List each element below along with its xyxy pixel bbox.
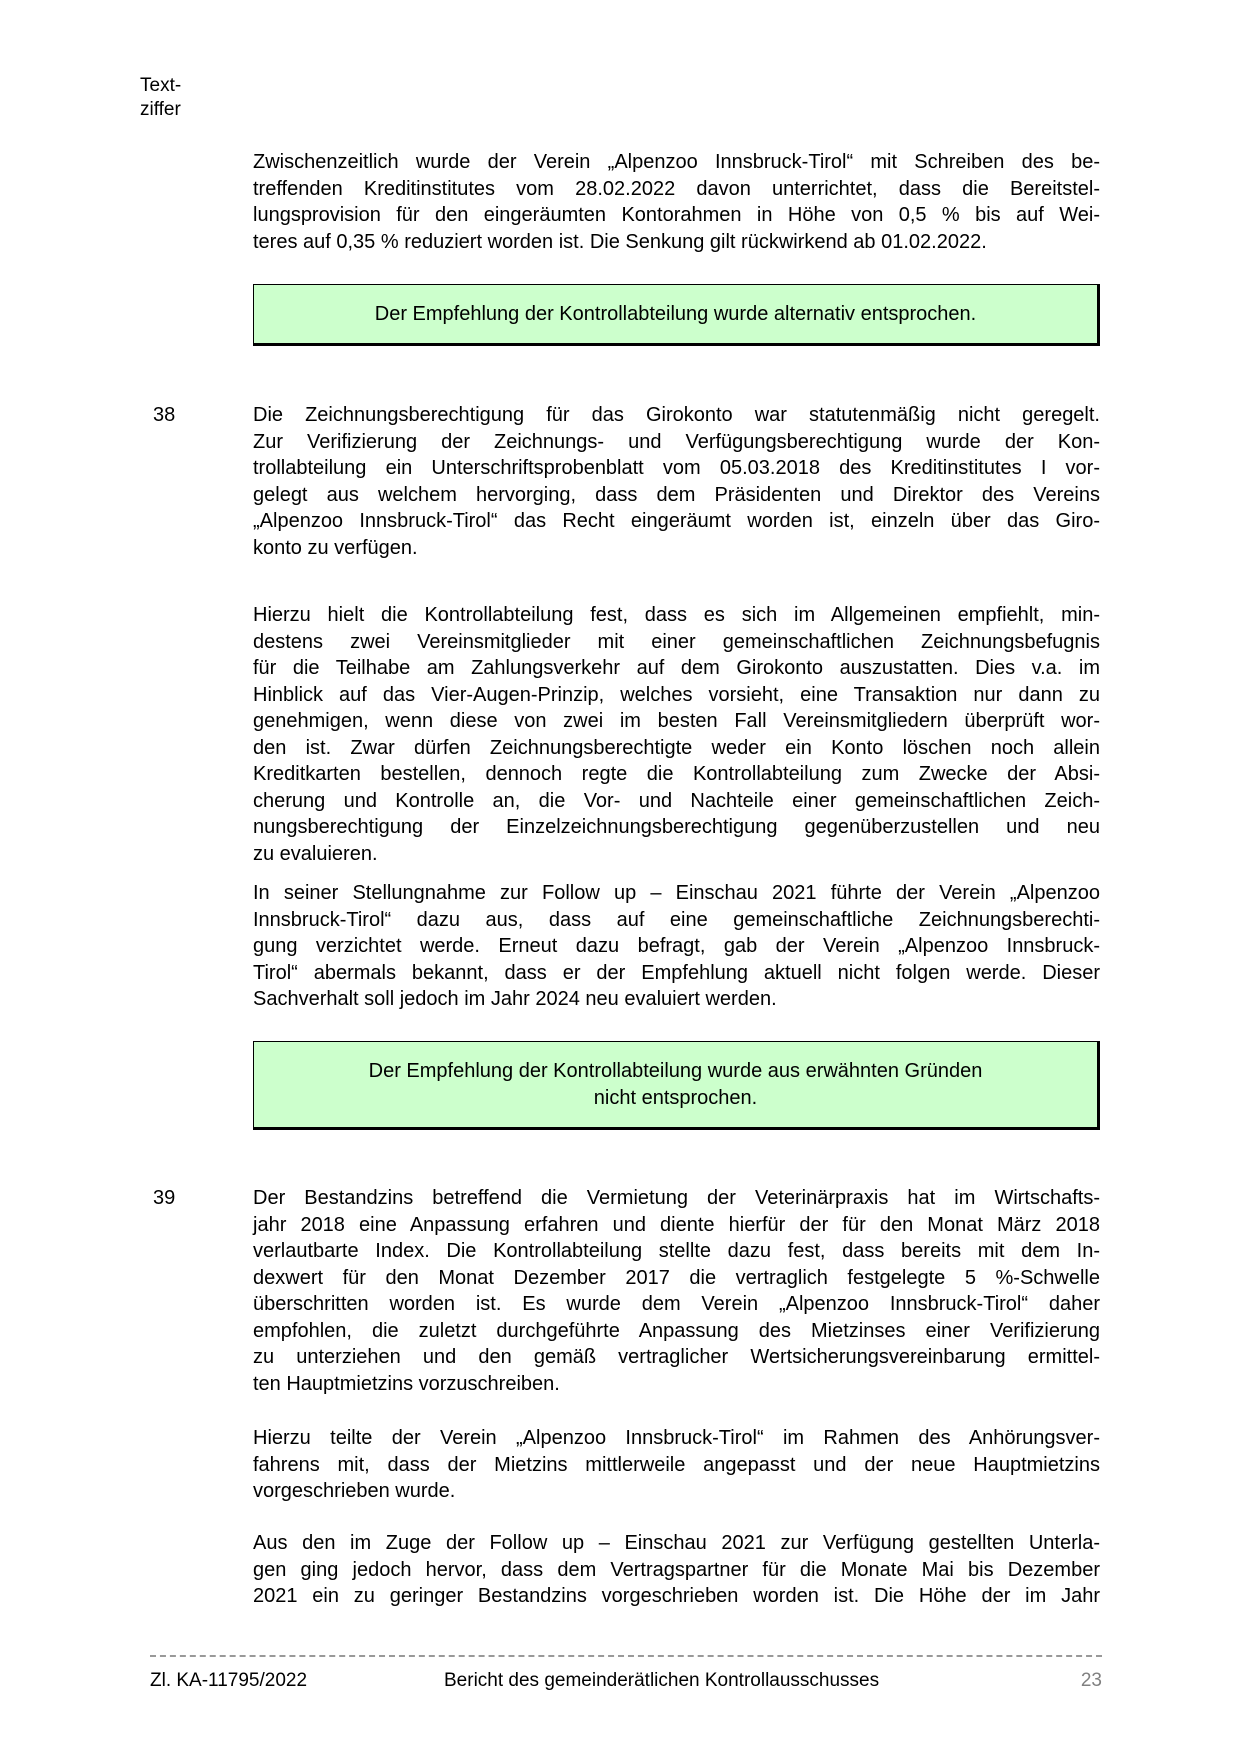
footer-divider	[150, 1655, 1102, 1657]
text-line: Zur Verifizierung der Zeichnungs- und Verfügungsberechtigung wurde der Kon-	[253, 430, 1100, 453]
text-line: den ist. Zwar dürfen Zeichnungsberechtigte weder ein Konto löschen noch allein	[253, 736, 1100, 759]
text-line: gung verzichtet werde. Erneut dazu befragt, gab der Verein „Alpenzoo Innsbruck-	[253, 935, 1100, 957]
text-line: Der Bestandzins betreffend die Vermietung der Veterinärpraxis hat im Wirtschafts-	[253, 1187, 1100, 1209]
text-line: fahrens mit, dass der Mietzins mittlerweile angepasst und der neue Hauptmietzins	[253, 1453, 1100, 1476]
recommendation-text: nicht entsprochen.	[593, 1086, 758, 1109]
text-line: lungsprovision für den eingeräumten Kontorahmen in Höhe von 0,5 % bis auf Wei-	[253, 204, 1100, 226]
text-line: destens zwei Vereinsmitglieder mit einer gemeinschaftlichen Zeichnungsbefugnis	[253, 630, 1100, 653]
recommendation-text: Der Empfehlung der Kontrollabteilung wurde alternativ entsprochen.	[374, 302, 977, 325]
page-number: 23	[1080, 1670, 1102, 1691]
text-line: Tirol“ abermals bekannt, dass er der Empfehlung aktuell nicht folgen werde. Dieser	[253, 961, 1100, 984]
text-line: Sachverhalt soll jedoch im Jahr 2024 neu evaluiert werden.	[253, 988, 777, 1010]
paragraph-39c	[253, 1530, 1100, 1610]
text-line: zu evaluieren.	[253, 842, 378, 865]
text-line: trollabteilung ein Unterschriftsprobenblatt vom 05.03.2018 des Kreditinstitutes I vor-	[253, 457, 1100, 479]
text-line: Hierzu hielt die Kontrollabteilung fest, dass es sich im Allgemeinen empfiehlt, min-	[253, 604, 1100, 626]
text-line: Innsbruck-Tirol“ dazu aus, dass auf eine gemeinschaftliche Zeichnungsberechti-	[253, 908, 1100, 931]
text-line: Hinblick auf das Vier-Augen-Prinzip, welches vorsieht, eine Transaktion nur dann zu	[253, 683, 1100, 706]
paragraph-intro	[253, 149, 1100, 255]
text-line: für die Teilhabe am Zahlungsverkehr auf dem Girokonto auszustatten. Dies v.a. im	[253, 657, 1100, 679]
margin-label-line: ziffer	[140, 99, 181, 120]
text-line: In seiner Stellungnahme zur Follow up – Einschau 2021 führte der Verein „Alpenzoo	[253, 882, 1100, 904]
text-line: jahr 2018 eine Anpassung erfahren und diente hierfür der für den Monat März 2018	[253, 1213, 1100, 1236]
text-line: gen ging jedoch hervor, dass dem Vertragspartner für die Monate Mai bis Dezember	[253, 1558, 1100, 1581]
text-line: vorgeschrieben wurde.	[253, 1480, 456, 1502]
margin-label-line: Text-	[140, 75, 182, 96]
paragraph-38a	[253, 402, 1100, 561]
text-line: ten Hauptmietzins vorzuschreiben.	[253, 1372, 560, 1395]
text-line: zu unterziehen und den gemäß vertraglicher Wertsicherungsvereinbarung ermittel-	[253, 1346, 1100, 1368]
paragraph-39b	[253, 1425, 1100, 1505]
text-line: cherung und Kontrolle an, die Vor- und Nachteile einer gemeinschaftlichen Zeich-	[253, 789, 1100, 812]
recommendation-box-1	[253, 284, 1100, 346]
recommendation-text: Der Empfehlung der Kontrollabteilung wurde aus erwähnten Gründen	[368, 1060, 983, 1082]
text-line: 2021 ein zu geringer Bestandzins vorgeschrieben worden ist. Die Höhe der im Jahr	[253, 1585, 1100, 1607]
text-line: konto zu verfügen.	[253, 536, 418, 559]
text-number-39: 39	[153, 1187, 176, 1209]
text-line: empfohlen, die zuletzt durchgeführte Anpassung des Mietzinses einer Verifizierung	[253, 1319, 1100, 1342]
footer-reference: Zl. KA-11795/2022	[150, 1670, 308, 1691]
paragraph-38b	[253, 602, 1100, 867]
paragraph-39a	[253, 1185, 1100, 1397]
footer-title: Bericht des gemeinderätlichen Kontrollausschusses	[444, 1670, 880, 1691]
text-line: Zwischenzeitlich wurde der Verein „Alpenzoo Innsbruck-Tirol“ mit Schreiben des be-	[253, 151, 1100, 173]
text-line: Aus den im Zuge der Follow up – Einschau 2021 zur Verfügung gestellten Unterla-	[253, 1532, 1100, 1554]
text-line: gelegt aus welchem hervorging, dass dem Präsidenten und Direktor des Vereins	[253, 483, 1100, 506]
paragraph-38c	[253, 880, 1100, 1013]
text-line: dexwert für den Monat Dezember 2017 die vertraglich festgelegte 5 %-Schwelle	[253, 1266, 1100, 1289]
text-line: überschritten worden ist. Es wurde dem Verein „Alpenzoo Innsbruck-Tirol“ daher	[253, 1293, 1100, 1315]
text-line: „Alpenzoo Innsbruck-Tirol“ das Recht eingeräumt worden ist, einzeln über das Giro-	[253, 510, 1100, 532]
text-line: Kreditkarten bestellen, dennoch regte die Kontrollabteilung zum Zwecke der Absi-	[253, 763, 1100, 785]
text-line: nungsberechtigung der Einzelzeichnungsberechtigung gegenüberzustellen und neu	[253, 816, 1100, 838]
text-number-38: 38	[153, 404, 176, 426]
recommendation-box-2	[253, 1041, 1100, 1130]
text-line: treffenden Kreditinstitutes vom 28.02.2022 davon unterrichtet, dass die Bereitstel-	[253, 177, 1100, 200]
text-line: teres auf 0,35 % reduziert worden ist. Die Senkung gilt rückwirkend ab 01.02.2022.	[253, 230, 987, 253]
margin-label	[140, 74, 181, 122]
text-line: verlautbarte Index. Die Kontrollabteilung stellte dazu fest, dass bereits mit dem In-	[253, 1240, 1100, 1262]
text-line: Hierzu teilte der Verein „Alpenzoo Innsbruck-Tirol“ im Rahmen des Anhörungsver-	[253, 1427, 1100, 1449]
text-line: genehmigen, wenn diese von zwei im besten Fall Vereinsmitgliedern überprüft wor-	[253, 710, 1100, 732]
text-line: Die Zeichnungsberechtigung für das Girokonto war statutenmäßig nicht geregelt.	[253, 404, 1100, 426]
